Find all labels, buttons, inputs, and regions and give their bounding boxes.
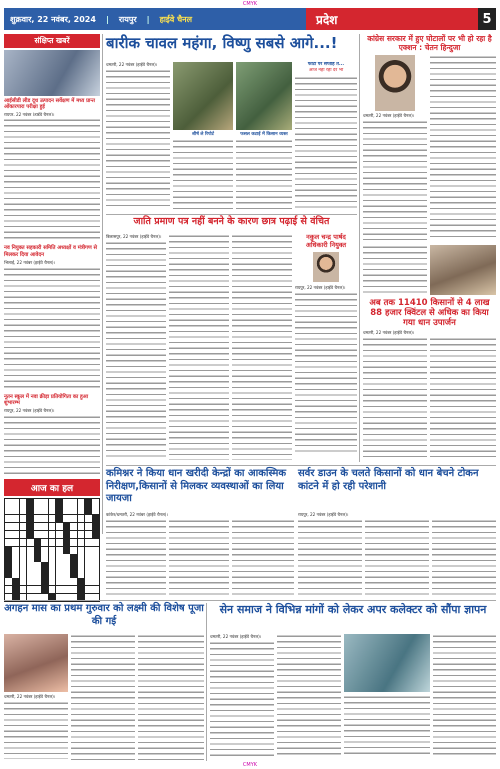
crossword-cell (63, 515, 70, 522)
crossword-cell (85, 547, 92, 554)
crossword-cell (56, 578, 63, 585)
second-headline: जाति प्रमाण पत्र नहीं बनने के कारण छात्र पढ़ाई से वंचित (133, 216, 330, 227)
sen-body-4 (433, 634, 496, 758)
crossword-cell (92, 539, 99, 546)
appointee-photo (313, 252, 339, 282)
crossword-cell (92, 531, 99, 538)
lead-col-1 (106, 62, 170, 212)
crossword-cell (63, 507, 70, 514)
section-divider (106, 465, 496, 466)
crossword-cell (70, 578, 77, 585)
sen-body-3 (344, 695, 430, 757)
crossword-cell (27, 578, 34, 585)
crossword-cell (5, 562, 12, 569)
column-divider (102, 34, 103, 534)
server-down-headline: सर्वर डाउन के चलते किसानों को धान बेचने टोकन कांटने में हो रही परेशानी (298, 468, 479, 492)
crossword-cell (63, 531, 70, 538)
crossword-cell (56, 547, 63, 554)
crossword-cell (12, 586, 19, 593)
aghan-body-2 (71, 634, 135, 760)
crossword-cell (56, 586, 63, 593)
crossword-cell (70, 547, 77, 554)
crossword-cell (70, 562, 77, 569)
crossword-cell (5, 578, 12, 585)
crossword-cell (5, 523, 12, 530)
crossword-cell (12, 531, 19, 538)
crossword-cell (41, 515, 48, 522)
puja-photo (4, 634, 68, 692)
crossword-cell (20, 547, 27, 554)
crossword-cell (20, 507, 27, 514)
crossword-cell (20, 578, 27, 585)
sen-dateline: धमतरी, 22 नवंबर (हाईवे चैनल)। (210, 634, 262, 639)
crossword-cell (49, 523, 56, 530)
crossword-cell (34, 507, 41, 514)
crossword-cell (85, 539, 92, 546)
aghan-story (4, 634, 204, 760)
crossword-cell (49, 554, 56, 561)
crossword-cell (70, 507, 77, 514)
crossword-cell (56, 570, 63, 577)
server-down-story (298, 512, 496, 598)
crossword-cell (34, 554, 41, 561)
second-col-3 (232, 234, 292, 462)
crossword-cell (78, 539, 85, 546)
crossword-cell (56, 554, 63, 561)
crossword-cell (41, 539, 48, 546)
server-body-3 (432, 519, 496, 595)
commissioner-body-2 (169, 519, 229, 595)
crossword-cell (49, 562, 56, 569)
aghan-dateline: धमतरी, 22 नवंबर (हाईवे चैनल)। (4, 694, 56, 699)
crossword-cell (85, 499, 92, 506)
right-headline-2: अब तक 11410 किसानों से 4 लाख 88 हजार क्विंटल से अधिक का किया गया धान उपार्जन (369, 298, 490, 328)
right-body-1a (363, 120, 427, 240)
crossword-cell (20, 523, 27, 530)
lead-body-4 (295, 76, 357, 211)
crossword-cell (12, 515, 19, 522)
crossword-cell (78, 523, 85, 530)
commissioner-dateline: कांकेर/धमतरी, 22 नवंबर (हाईवे चैनल)। (106, 512, 169, 517)
server-down-dateline: रायपुर, 22 नवंबर (हाईवे चैनल)। (298, 512, 349, 517)
column-divider (206, 603, 207, 761)
second-body-3 (232, 234, 292, 460)
news2-dateline: भिलाई, 22 नवंबर (हाईवे चैनल)। (4, 259, 56, 265)
server-body-1 (298, 519, 362, 595)
crossword-cell (78, 570, 85, 577)
crossword-cell (63, 539, 70, 546)
crossword-cell (56, 523, 63, 530)
crossword-cell (78, 586, 85, 593)
crossword-cell (27, 570, 34, 577)
crossword-cell (56, 515, 63, 522)
crossword-cell (20, 570, 27, 577)
crossword-cell (92, 586, 99, 593)
column-divider (359, 34, 360, 462)
brief-news-title: संक्षिप्त खबरें (4, 34, 100, 48)
news3-body (4, 415, 100, 475)
section-divider (4, 600, 496, 601)
crossword-cell (5, 531, 12, 538)
crossword-cell (92, 547, 99, 554)
right-body-2b (430, 337, 496, 457)
commissioner-headline: कमिश्नर ने किया धान खरीदी केन्द्रों का आकस्मिक निरीक्षण,किसानों से मिलकर व्यवस्थाओं का लिया जायजा (106, 468, 287, 504)
crossword-cell (92, 523, 99, 530)
commissioner-body-3 (232, 519, 294, 595)
masthead-separator: | (105, 14, 109, 24)
crossword-cell (49, 539, 56, 546)
crossword-cell (92, 562, 99, 569)
sen-story (210, 634, 496, 760)
crossword-cell (85, 531, 92, 538)
crossword-cell (78, 499, 85, 506)
crossword-cell (92, 570, 99, 577)
crossword-cell (92, 507, 99, 514)
crossword-cell (92, 499, 99, 506)
crossword-cell (5, 507, 12, 514)
right-body-2a (363, 337, 427, 457)
crossword-cell (49, 515, 56, 522)
crossword-cell (49, 578, 56, 585)
sen-body-2 (277, 634, 341, 758)
crossword-cell (41, 586, 48, 593)
crossword-cell (92, 515, 99, 522)
crossword-cell (78, 531, 85, 538)
crossword-cell (20, 539, 27, 546)
crossword-cell (85, 554, 92, 561)
crossword-cell (70, 515, 77, 522)
crossword-cell (5, 554, 12, 561)
crossword-cell (41, 562, 48, 569)
crossword-cell (92, 578, 99, 585)
commissioner-story (106, 512, 294, 598)
crossword-cell (41, 507, 48, 514)
crossword-cell (5, 570, 12, 577)
crossword-cell (12, 562, 19, 569)
crossword-cell (41, 531, 48, 538)
sen-body-1 (210, 641, 274, 759)
crossword-cell (27, 562, 34, 569)
crossword-cell (41, 570, 48, 577)
paddy-field-photo (173, 62, 233, 130)
crossword-cell (34, 523, 41, 530)
crossword-cell (34, 515, 41, 522)
photo-caption-mid: फसल कटाई में किसान व्यस्त (240, 132, 288, 137)
left-column (4, 34, 100, 554)
section-title: प्रदेश (306, 8, 478, 30)
crossword-cell (70, 570, 77, 577)
crossword-cell (41, 523, 48, 530)
appoint-headline: नकुल चन्द्र पार्षद अधिकारी नियुक्त (305, 233, 347, 249)
lead-col-4 (295, 62, 357, 212)
crossword-cell (70, 554, 77, 561)
puzzle-title: आज का हल (4, 479, 100, 496)
crossword-cell (27, 531, 34, 538)
lead-body-1 (106, 69, 170, 209)
right-headline-1: कांग्रेस सरकार में हुए घोटालों पर भी हो रहा है एक्शन : चेतन हिन्दुजा (367, 34, 492, 52)
crossword-grid (4, 498, 100, 602)
right-body-1b (430, 55, 496, 241)
issue-date: शुक्रवार, 22 नवंबर, 2024 (10, 14, 96, 24)
crossword-cell (27, 586, 34, 593)
crossword-cell (85, 570, 92, 577)
news1-photo (4, 50, 100, 96)
photo-caption-left: शीर्ष ले रिपोर्ट (191, 132, 214, 137)
appoint-body (295, 292, 357, 452)
memorandum-photo (344, 634, 430, 692)
crossword-cell (12, 507, 19, 514)
crossword-cell (78, 515, 85, 522)
lead-dateline: धमतरी, 22 नवंबर (हाईवे चैनल)। (106, 62, 158, 67)
crossword-cell (34, 547, 41, 554)
crossword-cell (12, 499, 19, 506)
crossword-cell (63, 586, 70, 593)
aghan-body-3 (138, 634, 204, 760)
brand-name: हाईवे चैनल (159, 14, 193, 24)
crossword-cell (20, 531, 27, 538)
crossword-cell (85, 562, 92, 569)
crossword-cell (34, 570, 41, 577)
crossword-cell (5, 515, 12, 522)
right-dateline-2: धमतरी, 22 नवंबर (हाईवे चैनल)। (363, 330, 415, 335)
leader-photo (375, 55, 415, 111)
news1-headline: आईसीडी लीड दूध उत्पादन सर्वेक्षण में मध्य प्रान्त ओंकारपारा परीक्षा हुई (4, 98, 95, 111)
cmyk-mark-top: CMYK (242, 1, 258, 7)
bottom-left-header (106, 468, 294, 510)
right-column (363, 34, 496, 462)
crossword-cell (12, 547, 19, 554)
crossword-cell (63, 562, 70, 569)
second-col-2 (169, 234, 229, 462)
second-body-2 (169, 234, 229, 460)
lead-body-3 (236, 139, 292, 211)
masthead-bar (4, 8, 306, 30)
crossword-cell (70, 499, 77, 506)
crossword-cell (63, 547, 70, 554)
crossword-cell (63, 570, 70, 577)
crossword-cell (85, 515, 92, 522)
crossword-cell (56, 531, 63, 538)
crossword-cell (41, 499, 48, 506)
crossword-cell (63, 523, 70, 530)
crossword-cell (5, 586, 12, 593)
crossword-cell (5, 499, 12, 506)
crossword-cell (70, 531, 77, 538)
appoint-box (295, 234, 357, 462)
crossword-cell (41, 547, 48, 554)
right-dateline-1: धमतरी, 22 नवंबर (हाईवे चैनल)। (363, 113, 415, 118)
crossword-cell (85, 578, 92, 585)
masthead (4, 8, 496, 30)
crossword-cell (49, 570, 56, 577)
news1-body (4, 118, 100, 242)
crossword-cell (78, 554, 85, 561)
aghan-headline: अगहन मास का प्रथम गुरुवार को लक्ष्मी की विशेष पूजा की गई (4, 603, 204, 627)
lead-headline: बारीक चावल महंगा, विष्णु सबसे आगे...! (106, 34, 338, 52)
crossword-cell (34, 586, 41, 593)
crossword-cell (27, 515, 34, 522)
crossword-cell (92, 554, 99, 561)
sen-headline: सेन समाज ने विभिन्न मांगों को लेकर अपर कलेक्टर को सौंपा ज्ञापन (219, 603, 487, 616)
news2-headline: नव नियुक्त सहकारी समिति अध्यक्षों व मंत्रीगण से मिलकर दिया आवेदन (4, 245, 98, 258)
crossword-cell (12, 554, 19, 561)
crossword-cell (20, 515, 27, 522)
commissioner-body-1 (106, 519, 166, 595)
crossword-cell (78, 562, 85, 569)
crossword-cell (20, 562, 27, 569)
second-dateline: बिलासपुर, 22 नवंबर (हाईवे चैनल)। (106, 234, 162, 239)
crossword-cell (34, 562, 41, 569)
crossword-cell (49, 507, 56, 514)
crossword-cell (78, 547, 85, 554)
aghan-header (4, 603, 204, 633)
crossword-cell (70, 523, 77, 530)
bottom-right-header (298, 468, 496, 510)
crossword-cell (49, 531, 56, 538)
aghan-body-1 (4, 701, 68, 759)
crossword-cell (63, 578, 70, 585)
crossword-cell (12, 578, 19, 585)
crossword-cell (70, 539, 77, 546)
crossword-cell (27, 507, 34, 514)
crossword-cell (12, 570, 19, 577)
section-divider (106, 214, 357, 215)
crossword-cell (34, 578, 41, 585)
server-body-2 (365, 519, 429, 595)
crossword-cell (20, 554, 27, 561)
sen-header (210, 603, 496, 633)
masthead-separator: | (146, 14, 150, 24)
harvest-photo (236, 62, 292, 130)
side-box-subcaption: आज नहीं रहा दर भी (308, 68, 344, 73)
crossword-cell (41, 554, 48, 561)
paddy-procurement-photo (430, 245, 496, 295)
crossword-cell (70, 586, 77, 593)
news3-headline: नूतन स्कूल में नवा क्रीड़ा प्रतियोगिता का हुआ शुभारम्भ (4, 393, 89, 407)
crossword-cell (34, 539, 41, 546)
crossword-cell (85, 586, 92, 593)
crossword-cell (34, 531, 41, 538)
page-number: 5 (478, 8, 496, 30)
news3-dateline: रायपुर, 22 नवंबर (हाईवे चैनल)। (4, 408, 55, 414)
crossword-cell (27, 554, 34, 561)
crossword-cell (56, 562, 63, 569)
crossword-cell (12, 523, 19, 530)
crossword-cell (56, 539, 63, 546)
crossword-cell (49, 547, 56, 554)
news2-body (4, 267, 100, 391)
crossword-cell (5, 539, 12, 546)
second-story-header (106, 216, 357, 234)
crossword-cell (56, 507, 63, 514)
crossword-cell (85, 507, 92, 514)
lead-col-2 (173, 62, 233, 212)
crossword-cell (27, 523, 34, 530)
crossword-cell (49, 586, 56, 593)
crossword-cell (41, 578, 48, 585)
news1-dateline: रायपुर, 22 नवंबर (हाईवे चैनल)। (4, 112, 55, 117)
crossword-cell (49, 499, 56, 506)
crossword-cell (85, 523, 92, 530)
crossword-cell (34, 499, 41, 506)
city-name: रायपुर (118, 14, 137, 24)
crossword-cell (78, 578, 85, 585)
crossword-cell (63, 554, 70, 561)
right-body-1c (363, 245, 427, 295)
crossword-cell (27, 499, 34, 506)
second-body-1 (106, 241, 166, 461)
crossword-cell (63, 499, 70, 506)
crossword-cell (12, 539, 19, 546)
second-col-1 (106, 234, 166, 462)
appoint-dateline: रायपुर, 22 नवंबर (हाईवे चैनल)। (295, 285, 346, 290)
crossword-cell (56, 499, 63, 506)
lead-body-2 (173, 139, 233, 211)
crossword-cell (5, 547, 12, 554)
crossword-cell (27, 547, 34, 554)
side-box-caption: फोटो पर सप्ताह ते... (307, 62, 345, 67)
crossword-cell (27, 539, 34, 546)
crossword-cell (20, 586, 27, 593)
lead-col-3 (236, 62, 292, 212)
crossword-cell (20, 499, 27, 506)
crossword-cell (78, 507, 85, 514)
cmyk-mark-bottom: CMYK (242, 762, 258, 768)
